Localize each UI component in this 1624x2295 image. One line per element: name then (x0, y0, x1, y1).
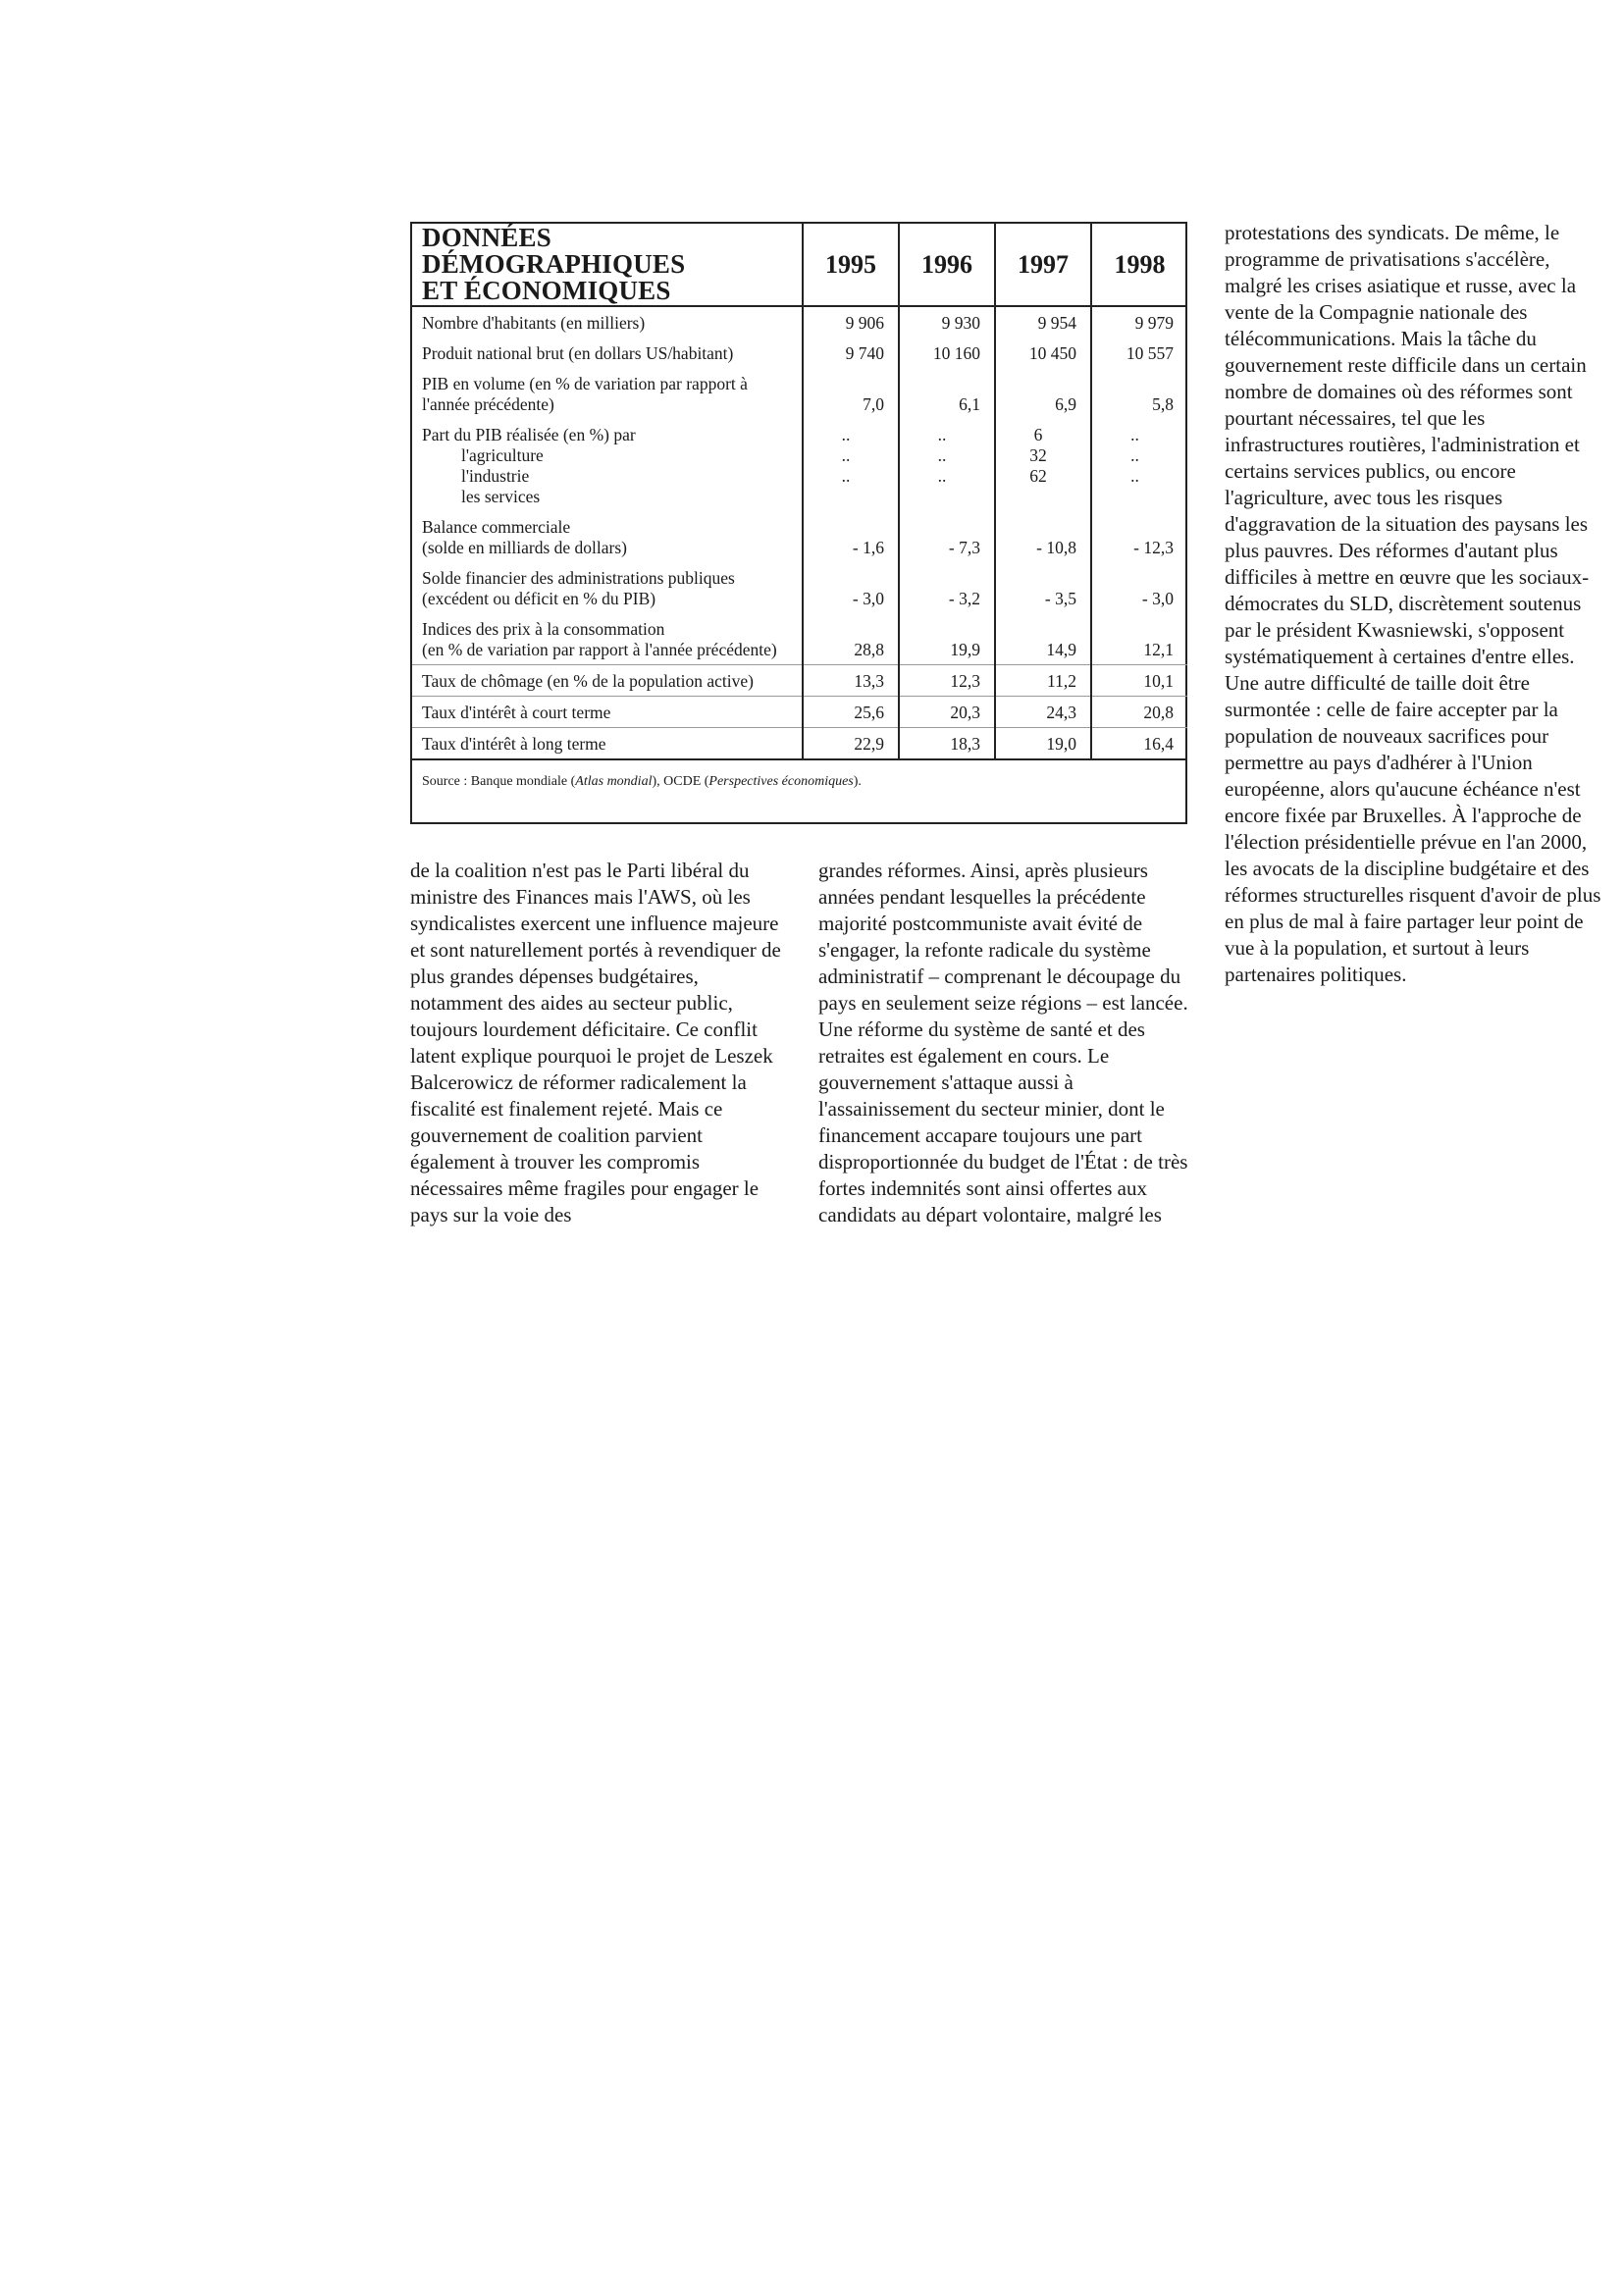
table-cell: - 12,3 (1091, 511, 1187, 562)
table-cell: 22,9 (803, 728, 899, 760)
article-text: grandes réformes. Ainsi, après plusieurs années pendant lesquelles la précédente majorité postcommuniste avait évité de s'engager, la refonte radicale du système administratif – comprenant le découpage du pays en seulement seize régions – est lancée. Une réforme du système de santé et des retraites est également en cours. Le gouvernement s'attaque aussi à l'assainissement du secteur minier, dont le financement accapare toujours une part disproportionnée du budget de l'État : de très fortes indemnités sont ainsi offertes aux candidats au départ volontaire, malgré les (818, 859, 1188, 1226)
table-row-gdp-share (412, 419, 1187, 511)
row-label: Indices des prix à la consommation (en % de variation par rapport à l'année précédente) (422, 619, 777, 659)
table-cell: 20,8 (1091, 697, 1187, 728)
year-header: 1995 (803, 224, 899, 306)
table-cell: 13,3 (803, 665, 899, 697)
table-cell: 11,2 (995, 665, 1091, 697)
table-cell: 9 906 (803, 306, 899, 338)
year-header: 1997 (995, 224, 1091, 306)
table-cell: .. .. .. (899, 419, 995, 511)
table-cell: 7,0 (803, 368, 899, 419)
table-cell: 19,0 (995, 728, 1091, 760)
article-column-2 (818, 858, 1201, 1228)
table-cell: 9 954 (995, 306, 1091, 338)
table-cell: 28,8 (803, 613, 899, 665)
table-cell: .. .. .. (803, 419, 899, 511)
table-cell: 10 160 (899, 338, 995, 368)
row-label: Taux de chômage (en % de la population active) (412, 665, 803, 697)
table-row (412, 562, 1187, 613)
table-cell: 20,3 (899, 697, 995, 728)
table-header-row (412, 224, 1187, 306)
row-label: Produit national brut (en dollars US/habitant) (422, 343, 734, 363)
article-text: protestations des syndicats. De même, le programme de privatisations s'accélère, malgré les crises asiatique et russe, avec la vente de la Compagnie nationale des télécommunications. Mais la tâche du gouvernement reste difficile dans un certain nombre de domaines où des réformes sont pourtant nécessaires, tel que les infrastructures routières, l'administration et certains services publics, ou encore l'agriculture, avec tous les risques d'aggravation de la situation des paysans les plus pauvres. Des réformes d'autant plus difficiles à mettre en œuvre que les sociaux-démocrates du SLD, discrètement soutenus par le président Kwasniewski, s'opposent systématiquement à certaines d'entre elles. Une autre difficulté de taille doit être surmontée : celle de faire accepter par la population de nouveaux sacrifices pour permettre au pays d'adhérer à l'Union européenne, alors qu'aucune échéance n'est encore fixée par Bruxelles. À l'approche de l'élection présidentielle prévue en l'an 2000, les avocats de la discipline budgétaire et des réformes structurelles risquent d'avoir de plus en plus de mal à faire partager leur point de vue à la population, et surtout à leurs partenaires politiques. (1225, 221, 1601, 986)
table-cell: 9 979 (1091, 306, 1187, 338)
table-row (412, 511, 1187, 562)
table-cell: 12,3 (899, 665, 995, 697)
table-cell: - 10,8 (995, 511, 1091, 562)
table-title-line2: ET ÉCONOMIQUES (422, 276, 671, 305)
article-column-1 (410, 858, 791, 1228)
table-cell: - 1,6 (803, 511, 899, 562)
table-cell: 10 450 (995, 338, 1091, 368)
row-label-line2: l'année précédente) (422, 394, 554, 414)
table-row (412, 665, 1187, 697)
table-cell: .. .. .. (1091, 419, 1187, 511)
row-label (412, 419, 803, 511)
table-cell: 14,9 (995, 613, 1091, 665)
economic-data-table (410, 222, 1187, 824)
sublabel-services: les services (461, 487, 541, 506)
article-text: de la coalition n'est pas le Parti libéral du ministre des Finances mais l'AWS, où les syndicalistes exercent une influence majeure et sont naturellement portés à revendiquer de plus grandes dépenses budgétaires, notamment des aides au secteur public, toujours lourdement déficitaire. Ce conflit latent explique pourquoi le projet de Leszek Balcerowicz de réformer radicalement la fiscalité est finalement rejeté. Mais ce gouvernement de coalition parvient également à trouver les compromis nécessaires même fragiles pour engager le pays sur la voie des (410, 859, 781, 1226)
table-row (412, 697, 1187, 728)
table-cell: 16,4 (1091, 728, 1187, 760)
year-header: 1996 (899, 224, 995, 306)
table-source: Source : Banque mondiale (Atlas mondial), OCDE (Perspectives économiques). (412, 759, 1187, 802)
row-label: Taux d'intérêt à court terme (412, 697, 803, 728)
table-cell: 5,8 (1091, 368, 1187, 419)
table-cell: 6 32 62 (995, 419, 1091, 511)
table-cell: 18,3 (899, 728, 995, 760)
table-cell: 10 557 (1091, 338, 1187, 368)
row-label: Solde financier des administrations publiques (excédent ou déficit en % du PIB) (422, 568, 735, 608)
table-cell: 9 740 (803, 338, 899, 368)
article-column-3 (1225, 220, 1607, 988)
table-row (412, 368, 1187, 419)
row-label: Nombre d'habitants (en milliers) (422, 313, 646, 333)
table-cell: - 3,0 (803, 562, 899, 613)
table-title-line1: DONNÉES DÉMOGRAPHIQUES (422, 223, 686, 279)
row-label: Balance commerciale (solde en milliards de dollars) (422, 517, 627, 557)
table-cell: 25,6 (803, 697, 899, 728)
table-cell: 24,3 (995, 697, 1091, 728)
table-title (412, 224, 803, 306)
table-cell: 12,1 (1091, 613, 1187, 665)
table-row (412, 728, 1187, 760)
sublabel-agriculture: l'agriculture (461, 445, 544, 465)
row-label-line1: PIB en volume (en % de variation par rapport à (422, 374, 748, 393)
table-source-row (412, 759, 1187, 802)
table-row (412, 613, 1187, 665)
table-cell: 6,9 (995, 368, 1091, 419)
table-cell: 19,9 (899, 613, 995, 665)
table-cell: 10,1 (1091, 665, 1187, 697)
table-cell: 6,1 (899, 368, 995, 419)
table-cell: - 3,2 (899, 562, 995, 613)
year-header: 1998 (1091, 224, 1187, 306)
table-cell: - 3,0 (1091, 562, 1187, 613)
table-row (412, 306, 1187, 338)
row-label (412, 368, 803, 419)
table-row (412, 338, 1187, 368)
row-label: Taux d'intérêt à long terme (412, 728, 803, 760)
data-grid (412, 224, 1187, 802)
table-cell: - 7,3 (899, 511, 995, 562)
table-cell: - 3,5 (995, 562, 1091, 613)
sublabel-industry: l'industrie (461, 466, 530, 486)
row-label-main: Part du PIB réalisée (en %) par (422, 425, 636, 444)
table-cell: 9 930 (899, 306, 995, 338)
